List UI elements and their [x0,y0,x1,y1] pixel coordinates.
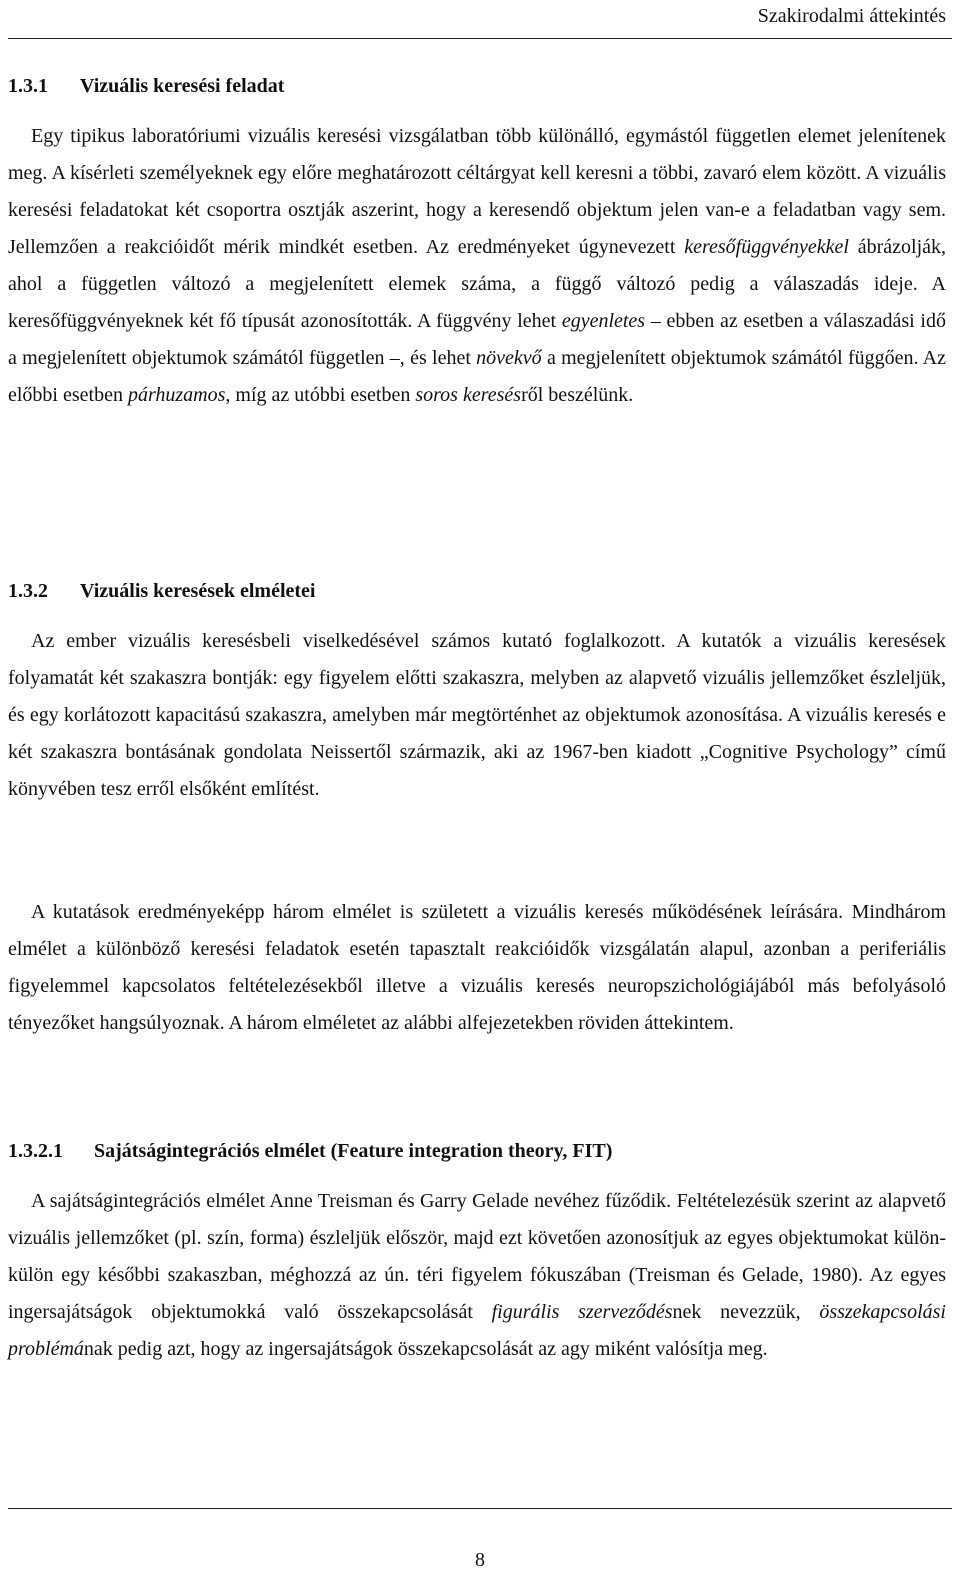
section-title: Vizuális keresési feladat [80,75,285,97]
section-number: 1.3.1 [8,75,48,97]
term-keresofuggvenyekkel: keresőfüggvényekkel [684,236,849,258]
paragraph-feature-integration-theory: A sajátságintegrációs elmélet Anne Treisman és Garry Gelade nevéhez fűződik. Feltételezésük szerint az alapvető vizuális jellemzőket (pl. szín, forma) észleljük először, majd ezt követően azonosítjuk az egyes objektumokat külön-külön egy későbbi szakaszban, méghozzá az ún. téri figyelem fókuszában (Treisman és Gelade, 1980). Az egyes ingersajátságok objektumokká való összekapcsolását figurális szerveződésnek nevezzük, összekapcsolási problémának pedig azt, hogy az ingersajátságok összekapcsolását az agy miként valósítja meg. [8,1190,946,1360]
section-heading-1-3-2-1 [8,1139,612,1163]
term-soros-kereses: soros keresés [415,384,522,406]
section-number: 1.3.2.1 [8,1140,63,1162]
paragraph-theories-intro: Az ember vizuális keresésbeli viselkedésével számos kutató foglalkozott. A kutatók a vizuális keresések folyamatát két szakaszra bontják: egy figyelem előtti szakaszra, melyben az alapvető vizuális jellemzőket észleljük, és egy korlátozott kapacitású szakaszra, amelyben már megtörténhet az objektumok azonosítása. A vizuális keresés e két szakaszra bontásának gondolata Neissertől származik, aki az 1967-ben kiadott „Cognitive Psychology” című könyvében tesz erről elsőként említést. [8,630,946,800]
term-parhuzamos: párhuzamos [127,384,226,406]
paragraph-three-theories: A kutatások eredményeképp három elmélet is született a vizuális keresés működésének leírására. Mindhárom elmélet a különböző keresési feladatok esetén tapasztalt reakcióidők vizsgálatán alapul, azonban a periferiális figyelemmel kapcsolatos feltételezésekből illetve a vizuális keresés neuropszichológiájából más befolyásoló tényezőket hangsúlyoznak. A három elméletet az alábbi alfejezetekben röviden áttekintem. [8,901,946,1034]
page-number: 8 [475,1549,485,1571]
section-heading-1-3-2 [8,579,316,603]
section-heading-1-3-1 [8,74,284,98]
term-egyenletes: egyenletes [561,310,646,332]
term-novekvo: növekvő [476,347,542,369]
section-number: 1.3.2 [8,580,48,602]
paragraph-visual-search-task: Egy tipikus laboratóriumi vizuális keresési vizsgálatban több különálló, egymástól független elemet jelenítenek meg. A kísérleti személyeknek egy előre meghatározott céltárgyat kell keresni a többi, zavaró elem között. A vizuális keresési feladatokat két csoportra osztják aszerint, hogy a keresendő objektum jelen van-e a feladatban vagy sem. Jellemzően a reakcióidőt mérik mindkét esetben. Az eredményeket úgynevezett keresőfüggvényekkel ábrázolják, ahol a független változó a megjelenített elemek száma, a függő változó pedig a válaszadás ideje. A keresőfüggvényeknek két fő típusát azonosították. A függvény lehet egyenletes – ebben az esetben a válaszadási idő a megjelenített objektumok számától független –, és lehet növekvő a megjelenített objektumok számától függően. Az előbbi esetben párhuzamos, míg az utóbbi esetben soros keresésről beszélünk. [8,125,947,406]
header-rule [8,38,952,39]
section-title: Vizuális keresések elméletei [80,580,316,602]
term-figuralis-szervezodes: figurális szerveződés [491,1301,673,1323]
term-osszekapcsolasi-problema: összekapcsolási problémá [8,1301,946,1360]
running-header: Szakirodalmi áttekintés [757,5,946,27]
section-title: Sajátságintegrációs elmélet (Feature integration theory, FIT) [94,1140,613,1162]
footer-rule [8,1508,952,1509]
